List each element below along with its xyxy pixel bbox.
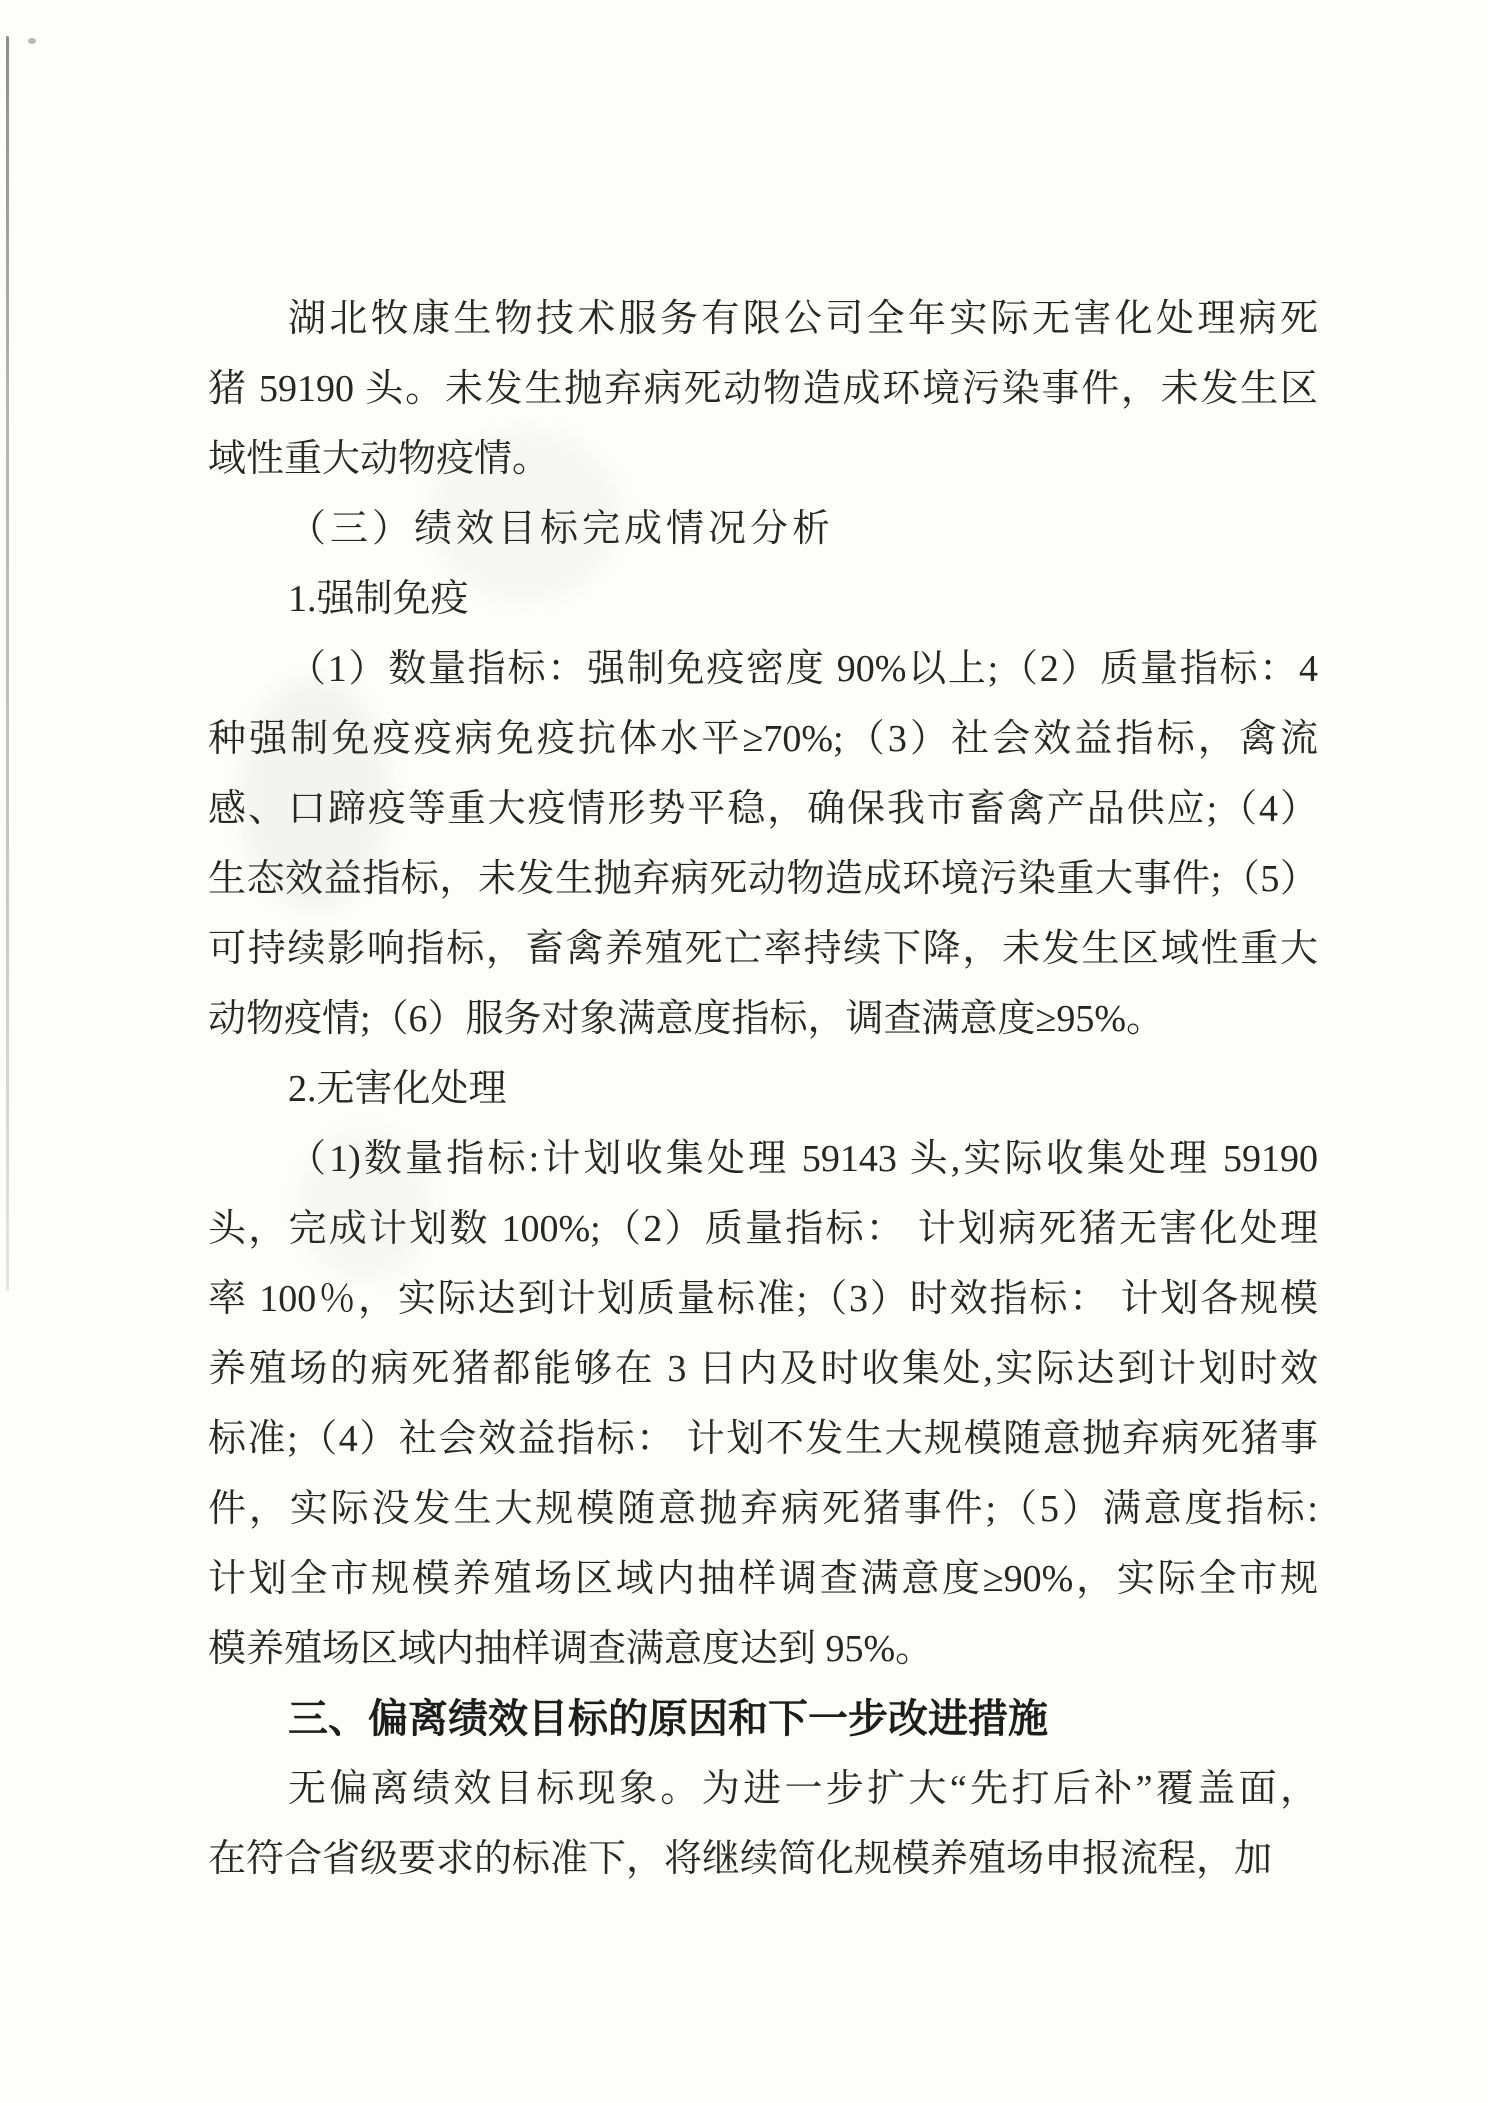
- text-line: 生态效益指标，未发生抛弃病死动物造成环境污染重大事件;（5）: [208, 858, 1318, 900]
- paragraph-item-2-title: [208, 1054, 1318, 1124]
- paragraph-summary: [208, 284, 1318, 494]
- scan-speck-artifact: [28, 38, 36, 44]
- text-line: 湖北牧康生物技术服务有限公司全年实际无害化处理病死: [288, 298, 1318, 340]
- text-line: 1.强制免疫: [288, 578, 469, 620]
- paragraph-item-1-detail: [208, 634, 1318, 1054]
- paragraph-item-2-detail: [208, 1124, 1318, 1684]
- paragraph-section-3-title: [208, 494, 1318, 564]
- text-line: 率 100％，实际达到计划质量标准;（3）时效指标： 计划各规模: [208, 1278, 1318, 1320]
- text-line: 无偏离绩效目标现象。为进一步扩大“先打后补”覆盖面，: [288, 1768, 1318, 1810]
- text-line: （1）数量指标：强制免疫密度 90%以上;（2）质量指标：4: [288, 648, 1318, 690]
- text-line: 猪 59190 头。未发生抛弃病死动物造成环境污染事件，未发生区: [208, 368, 1318, 410]
- text-line: 感、口蹄疫等重大疫情形势平稳，确保我市畜禽产品供应;（4）: [208, 788, 1318, 830]
- text-line: （1)数量指标:计划收集处理 59143 头,实际收集处理 59190: [288, 1138, 1318, 1180]
- text-line: 在符合省级要求的标准下，将继续简化规模养殖场申报流程，加: [208, 1838, 1273, 1880]
- text-line: 头，完成计划数 100%;（2）质量指标： 计划病死猪无害化处理: [208, 1208, 1318, 1250]
- text-line: 动物疫情;（6）服务对象满意度指标，调查满意度≥95%。: [208, 998, 1165, 1040]
- text-line: （三）绩效目标完成情况分析: [288, 508, 835, 550]
- text-line: 模养殖场区域内抽样调查满意度达到 95%。: [208, 1628, 934, 1670]
- text-line: 件，实际没发生大规模随意抛弃病死猪事件;（5）满意度指标:: [208, 1488, 1318, 1530]
- text-line: 计划全市规模养殖场区域内抽样调查满意度≥90%，实际全市规: [208, 1558, 1318, 1600]
- text-line: 2.无害化处理: [288, 1068, 507, 1110]
- document-text-block: [208, 284, 1318, 1894]
- text-line: 养殖场的病死猪都能够在 3 日内及时收集处,实际达到计划时效: [208, 1348, 1318, 1390]
- paragraph-section-heading-3: [208, 1684, 1318, 1754]
- text-line: 可持续影响指标，畜禽养殖死亡率持续下降，未发生区域性重大: [208, 928, 1318, 970]
- text-line: 种强制免疫疫病免疫抗体水平≥70%;（3）社会效益指标，禽流: [208, 718, 1318, 760]
- text-line: 域性重大动物疫情。: [208, 438, 551, 480]
- paragraph-deviation-detail: [208, 1754, 1318, 1894]
- scan-edge-artifact: [6, 36, 9, 1291]
- paragraph-item-1-title: [208, 564, 1318, 634]
- text-line: 标准;（4）社会效益指标： 计划不发生大规模随意抛弃病死猪事: [208, 1418, 1318, 1460]
- text-line: 三、偏离绩效目标的原因和下一步改进措施: [288, 1697, 1048, 1741]
